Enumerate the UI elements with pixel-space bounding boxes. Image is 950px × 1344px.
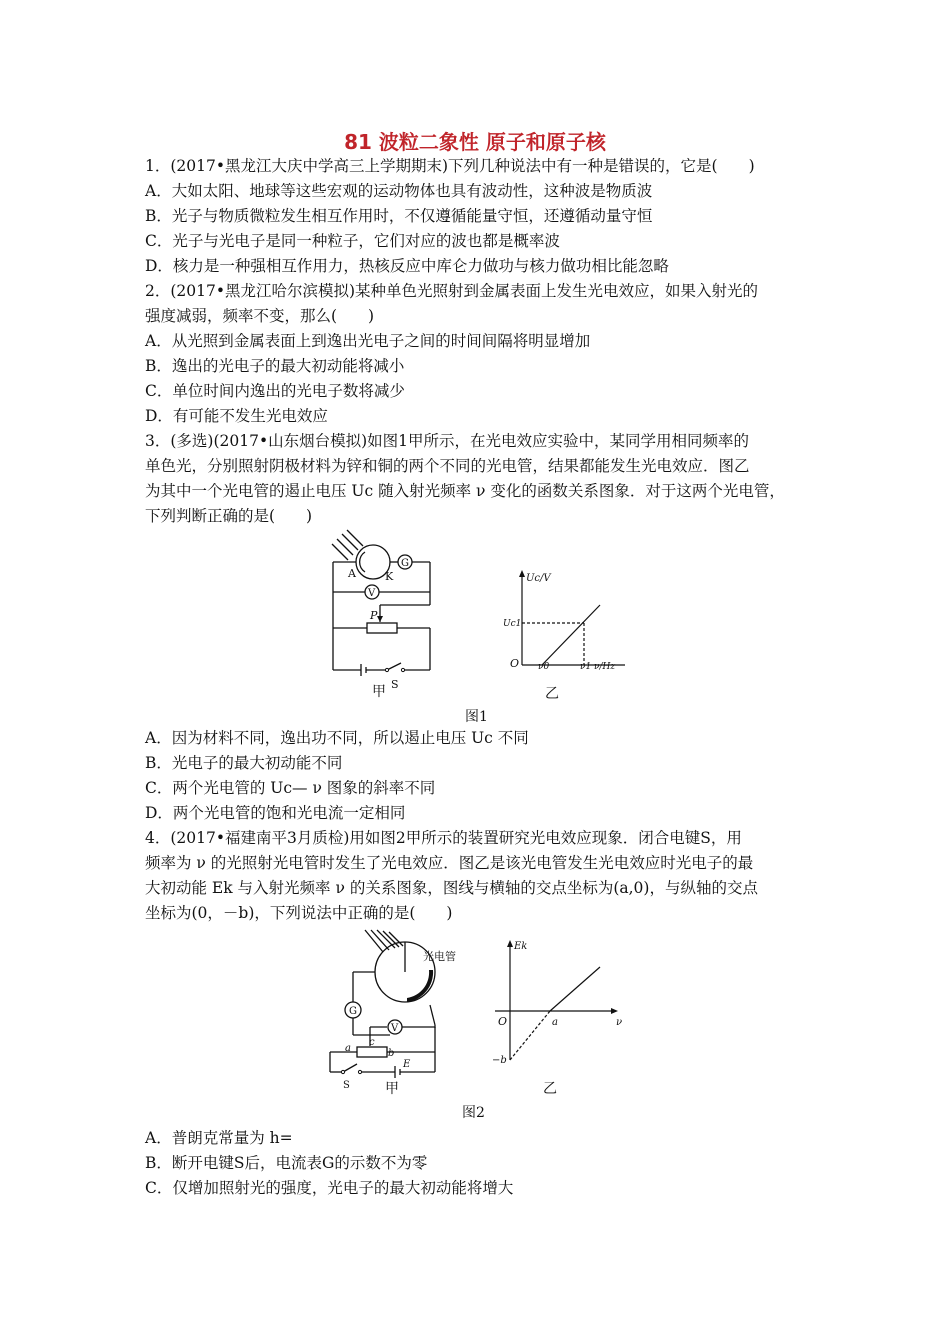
fig2-a-label: a [552,1017,558,1028]
q1-option-d: D．核力是一种强相互作用力，热核反应中库仑力做功与核力做功相比能忽略 [145,257,669,275]
q3-stem-line2: 单色光，分别照射阴极材料为锌和铜的两个不同的光电管，结果都能发生光电效应．图乙 [145,457,750,475]
fig2-label-s: S [343,1080,350,1091]
q2-stem-line2: 强度减弱，频率不变，那么( ) [145,307,375,325]
fig1-y-axis-label: Uc/V [526,573,551,584]
fig1-label-a: A [348,567,356,580]
q1-option-c: C．光子与光电子是同一种粒子，它们对应的波也都是概率波 [145,232,560,250]
q1-option-b: B．光子与物质微粒发生相互作用时，不仅遵循能量守恒，还遵循动量守恒 [145,207,653,225]
q3-stem-line3: 为其中一个光电管的遏止电压 Uc 随入射光频率 ν 变化的函数关系图象．对于这两个光电管， [145,482,785,500]
fig1-right-label: 乙 [545,686,559,702]
fig1-slider-arrow [377,616,383,622]
fig1-uc-nu-graph [500,565,640,675]
fig2-origin-label: O [498,1015,508,1028]
q3-option-c: C．两个光电管的 Uc— ν 图象的斜率不同 [145,779,436,797]
fig1-x-axis-label: ν/Hz [594,662,616,672]
q4-option-c: C．仅增加照射光的强度，光电子的最大初动能将增大 [145,1179,514,1197]
fig1-left-label: 甲 [372,684,386,700]
q4-stem-line2: 频率为 ν 的光照射光电管时发生了光电效应．图乙是该光电管发生光电效应时光电子的最 [145,854,754,872]
fig2-y-axis-label: Ek [514,941,528,952]
q3-option-d: D．两个光电管的饱和光电流一定相同 [145,804,406,822]
fig2-left-label: 甲 [385,1081,399,1097]
fig1-nu0-label: ν0 [538,662,550,672]
fig2-caption: 图2 [462,1105,485,1121]
fig2-voltmeter-label: V [391,1023,399,1034]
fig2-tube-label: 光电管 [423,950,456,963]
q1-stem: 1．(2017•黑龙江大庆中学高三上学期期末)下列几种说法中有一种是错误的，它是( ) [145,157,755,175]
fig2-label-b: b [388,1048,395,1059]
fig2-galvanometer-label: G [349,1006,357,1017]
q3-stem-line1: 3．(多选)(2017•山东烟台模拟)如图1甲所示，在光电效应实验中，某同学用相同频率的 [145,432,750,450]
q4-stem-line4: 坐标为(0，－b)，下列说法中正确的是( ) [145,904,453,922]
fig2-cathode-plate [407,970,433,1002]
fig1-label-p: P [370,609,378,622]
q1-option-a: A．大如太阳、地球等这些宏观的运动物体也具有波动性，这种波是物质波 [145,182,653,200]
fig1-uc1-label: Uc1 [503,619,522,629]
fig1-label-s: S [391,678,399,691]
fig1-origin-label: O [510,657,520,670]
fig2-right-label: 乙 [543,1081,557,1097]
fig2-x-axis-label: ν [616,1017,623,1028]
q2-stem-line1: 2．(2017•黑龙江哈尔滨模拟)某种单色光照射到金属表面上发生光电效应，如果入射光的 [145,282,759,300]
fig1-galvanometer-label: G [401,558,409,569]
fig1-caption: 图1 [465,709,488,725]
q3-option-a: A．因为材料不同，逸出功不同，所以遏止电压 Uc 不同 [145,729,529,747]
q4-stem-line1: 4．(2017•福建南平3月质检)用如图2甲所示的装置研究光电效应现象．闭合电键S，用 [145,829,742,847]
q3-option-b: B．光电子的最大初动能不同 [145,754,343,772]
q2-option-a: A．从光照到金属表面上到逸出光电子之间的时间间隔将明显增加 [145,332,591,350]
fig1-label-k: K [385,570,394,583]
fig2-apparatus-diagram [325,930,465,1090]
fig2-label-a: a [345,1043,351,1054]
fig1-voltmeter-label: V [368,588,376,599]
q4-option-a: A．普朗克常量为 h= [145,1129,293,1147]
fig1-circuit-diagram [325,530,445,700]
fig2-label-c: c [369,1037,375,1048]
fig1-nu1-label: ν1 [580,662,592,672]
q2-option-c: C．单位时间内逸出的光电子数将减少 [145,382,405,400]
q3-stem-line4: 下列判断正确的是( ) [145,507,313,525]
q2-option-d: D．有可能不发生光电效应 [145,407,328,425]
q4-option-b: B．断开电键S后，电流表G的示数不为零 [145,1154,428,1172]
fig2-label-e: E [403,1059,411,1070]
q4-stem-line3: 大初动能 Ek 与入射光频率 ν 的关系图象，图线与横轴的交点坐标为(a,0)，与纵轴的交点 [145,879,758,897]
page-title: 81 波粒二象性 原子和原子核 [344,130,606,154]
fig2-ek-nu-graph [490,935,630,1065]
q2-option-b: B．逸出的光电子的最大初动能将减小 [145,357,405,375]
fig2-negb-label: −b [492,1055,507,1066]
